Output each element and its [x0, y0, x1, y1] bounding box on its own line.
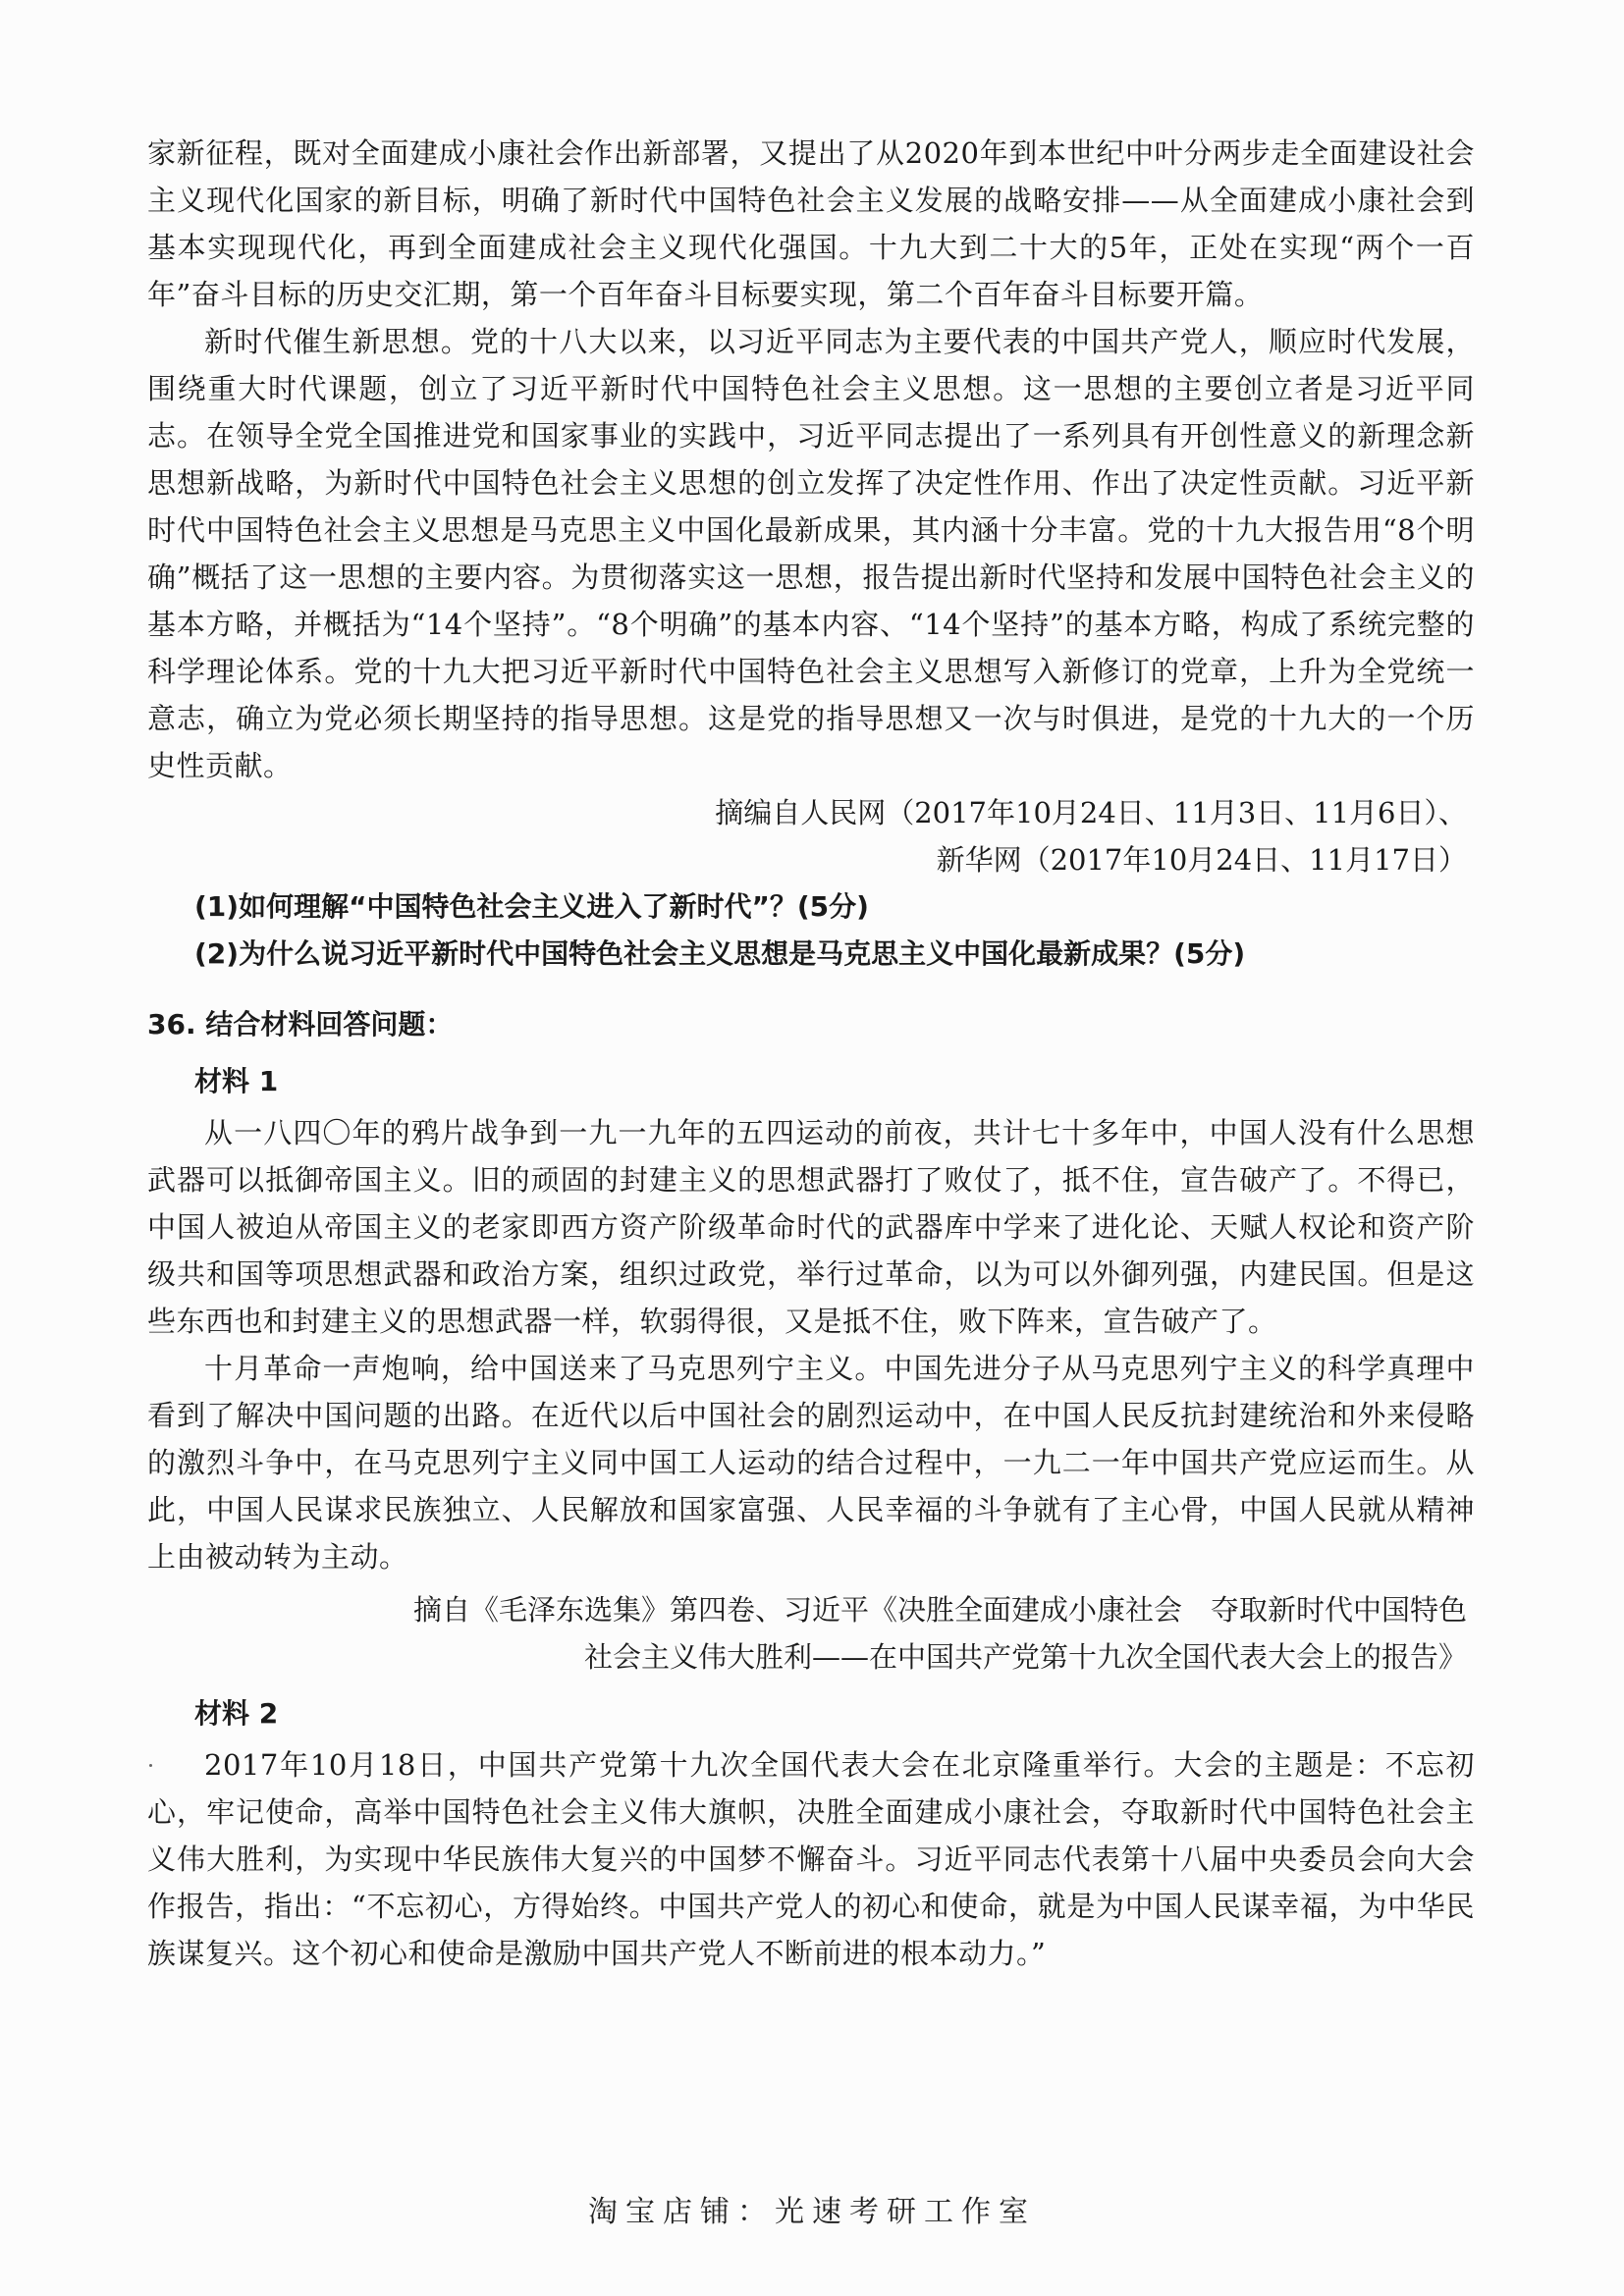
page-content — [147, 130, 1475, 1977]
material-paragraph: 2017年10月18日，中国共产党第十九次全国代表大会在北京隆重举行。大会的主题是：不忘初心，牢记使命，高举中国特色社会主义伟大旗帜，决胜全面建成小康社会，夺取新时代中国特色社会主义伟大胜利，为实现中华民族伟大复兴的中国梦不懈奋斗。习近平同志代表第十八届中央委员会向大会作报告，指出：“不忘初心，方得始终。中国共产党人的初心和使命，就是为中国人民谋幸福，为中华民族谋复兴。这个初心和使命是激励中国共产党人不断前进的根本动力。” — [147, 1748, 1475, 1970]
source-citation: 社会主义伟大胜利——在中国共产党第十九次全国代表大会上的报告》 — [583, 1640, 1467, 1674]
material-paragraph: 从一八四〇年的鸦片战争到一九一九年的五四运动的前夜，共计七十多年中，中国人没有什么思想武器可以抵御帝国主义。旧的顽固的封建主义的思想武器打了败仗了，抵不住，宣告破产了。不得已，中国人被迫从帝国主义的老家即西方资产阶级革命时代的武器库中学来了进化论、天赋人权论和资产阶级共和国等项思想武器和政治方案，组织过政党，举行过革命，以为可以外御列强，内建民国。但是这些东西也和封建主义的思想武器一样，软弱得很，又是抵不住，败下阵来，宣告破产了。 — [147, 1116, 1475, 1338]
footer-shop-name: 淘宝店铺：光速考研工作室 — [588, 2195, 1036, 2229]
sub-question-1: (1)如何理解“中国特色社会主义进入了新时代”？(5分) — [194, 890, 869, 923]
material-paragraph: 十月革命一声炮响，给中国送来了马克思列宁主义。中国先进分子从马克思列宁主义的科学真理中看到了解决中国问题的出路。在近代以后中国社会的剧烈运动中，在中国人民反抗封建统治和外来侵略的激烈斗争中，在马克思列宁主义同中国工人运动的结合过程中，一九二一年中国共产党应运而生。从此，中国人民谋求民族独立、人民解放和国家富强、人民幸福的斗争就有了主心骨，中国人民就从精神上由被动转为主动。 — [147, 1352, 1475, 1574]
material-label: 材料 2 — [194, 1697, 279, 1730]
material-label: 材料 1 — [194, 1065, 279, 1097]
scan-speck — [149, 1764, 152, 1767]
source-citation: 新华网（2017年10月24日、11月17日） — [936, 843, 1467, 877]
sub-question-2: (2)为什么说习近平新时代中国特色社会主义思想是马克思主义中国化最新成果？(5分) — [194, 937, 1246, 970]
source-citation: 摘自《毛泽东选集》第四卷、习近平《决胜全面建成小康社会 夺取新时代中国特色 — [412, 1593, 1467, 1627]
material-paragraph: 新时代催生新思想。党的十八大以来，以习近平同志为主要代表的中国共产党人，顺应时代发展，围绕重大时代课题，创立了习近平新时代中国特色社会主义思想。这一思想的主要创立者是习近平同志。在领导全党全国推进党和国家事业的实践中，习近平同志提出了一系列具有开创性意义的新理念新思想新战略，为新时代中国特色社会主义思想的创立发挥了决定性作用、作出了决定性贡献。习近平新时代中国特色社会主义思想是马克思主义中国化最新成果，其内涵十分丰富。党的十九大报告用“8个明确”概括了这一思想的主要内容。为贯彻落实这一思想，报告提出新时代坚持和发展中国特色社会主义的基本方略，并概括为“14个坚持”。“8个明确”的基本内容、“14个坚持”的基本方略，构成了系统完整的科学理论体系。党的十九大把习近平新时代中国特色社会主义思想写入新修订的党章，上升为全党统一意志，确立为党必须长期坚持的指导思想。这是党的指导思想又一次与时俱进，是党的十九大的一个历史性贡献。 — [147, 325, 1475, 782]
material-paragraph: 家新征程，既对全面建成小康社会作出新部署，又提出了从2020年到本世纪中叶分两步走全面建设社会主义现代化国家的新目标，明确了新时代中国特色社会主义发展的战略安排——从全面建成小康社会到基本实现现代化，再到全面建成社会主义现代化强国。十九大到二十大的5年，正处在实现“两个一百年”奋斗目标的历史交汇期，第一个百年奋斗目标要实现，第二个百年奋斗目标要开篇。 — [147, 136, 1475, 311]
question-heading: 36. 结合材料回答问题： — [147, 1008, 454, 1041]
source-citation: 摘编自人民网（2017年10月24日、11月3日、11月6日）、 — [715, 796, 1467, 829]
